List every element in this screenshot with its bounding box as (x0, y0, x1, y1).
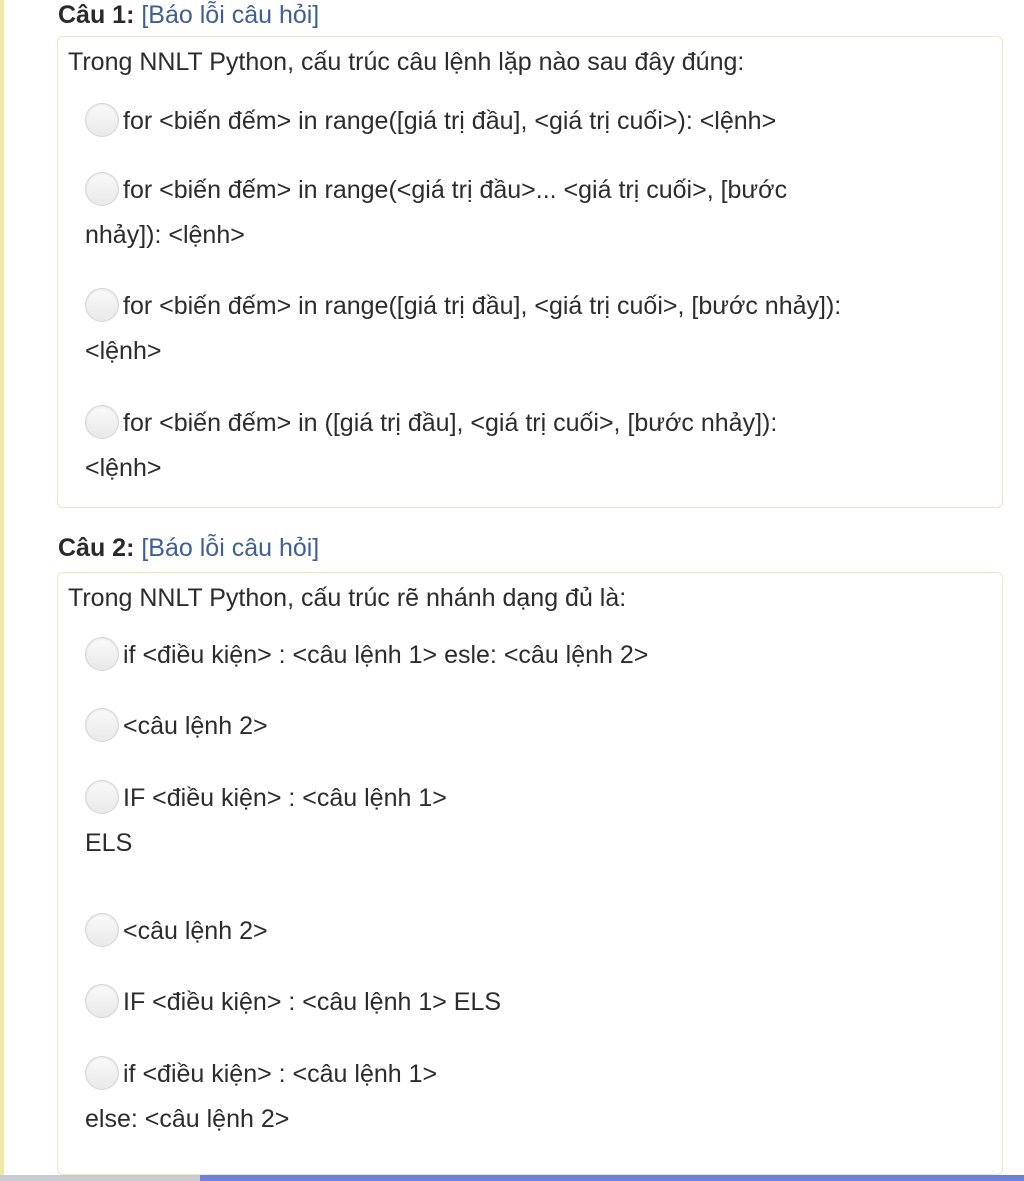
question-2-option-1[interactable] (85, 633, 648, 678)
radio-button[interactable] (85, 637, 119, 671)
option-text-continuation: else: <câu lệnh 2> (85, 1105, 290, 1133)
option-text: <câu lệnh 2> (123, 917, 268, 945)
option-text: for <biến đếm> in range(<giá trị đầu>... <giá trị cuối>, [bước (123, 176, 788, 204)
question-1-number: Câu 1: (58, 1, 135, 29)
radio-button[interactable] (85, 405, 119, 439)
option-text: if <điều kiện> : <câu lệnh 1> (123, 1060, 438, 1088)
left-accent-bar (0, 0, 4, 1181)
radio-button[interactable] (85, 1056, 119, 1090)
question-1-title (58, 0, 319, 30)
question-1-option-4[interactable] (85, 401, 777, 491)
question-1-report-link[interactable]: [Báo lỗi câu hỏi] (141, 1, 320, 29)
option-text: for <biến đếm> in range([giá trị đầu], <giá trị cuối>, [bước nhảy]): (123, 292, 842, 320)
radio-button[interactable] (85, 103, 119, 137)
option-text: <câu lệnh 2> (123, 712, 268, 740)
option-text-continuation: <lệnh> (85, 454, 162, 482)
option-text: IF <điều kiện> : <câu lệnh 1> (123, 784, 447, 812)
option-text: IF <điều kiện> : <câu lệnh 1> ELS (123, 988, 502, 1016)
radio-button[interactable] (85, 172, 119, 206)
question-1-box (57, 36, 1003, 508)
bottom-progress-fill (200, 1175, 1024, 1181)
option-text-continuation: nhảy]): <lệnh> (85, 221, 245, 249)
question-1-option-3[interactable] (85, 284, 841, 374)
radio-button[interactable] (85, 913, 119, 947)
option-text-continuation: ELS (85, 829, 133, 857)
question-2-option-4[interactable] (85, 909, 268, 954)
question-2-title (58, 533, 319, 563)
question-2-number: Câu 2: (58, 534, 135, 562)
radio-button[interactable] (85, 288, 119, 322)
radio-button[interactable] (85, 708, 119, 742)
radio-button[interactable] (85, 780, 119, 814)
question-1-prompt: Trong NNLT Python, cấu trúc câu lệnh lặp nào sau đây đúng: (68, 48, 745, 76)
question-2-option-2[interactable] (85, 704, 268, 749)
question-1-option-2[interactable] (85, 168, 787, 258)
radio-button[interactable] (85, 984, 119, 1018)
option-text: if <điều kiện> : <câu lệnh 1> esle: <câu lệnh 2> (123, 641, 649, 669)
question-2-box (57, 572, 1003, 1175)
question-2-option-3[interactable] (85, 776, 447, 866)
option-text-continuation: <lệnh> (85, 337, 162, 365)
question-2-prompt: Trong NNLT Python, cấu trúc rẽ nhánh dạng đủ là: (68, 584, 627, 612)
option-text: for <biến đếm> in range([giá trị đầu], <giá trị cuối>): <lệnh> (123, 107, 777, 135)
question-2-option-6[interactable] (85, 1052, 437, 1142)
bottom-progress-track (0, 1175, 200, 1181)
question-1-option-1[interactable] (85, 99, 776, 144)
question-2-report-link[interactable]: [Báo lỗi câu hỏi] (141, 534, 320, 562)
question-2-option-5[interactable] (85, 980, 501, 1025)
option-text: for <biến đếm> in ([giá trị đầu], <giá trị cuối>, [bước nhảy]): (123, 409, 778, 437)
